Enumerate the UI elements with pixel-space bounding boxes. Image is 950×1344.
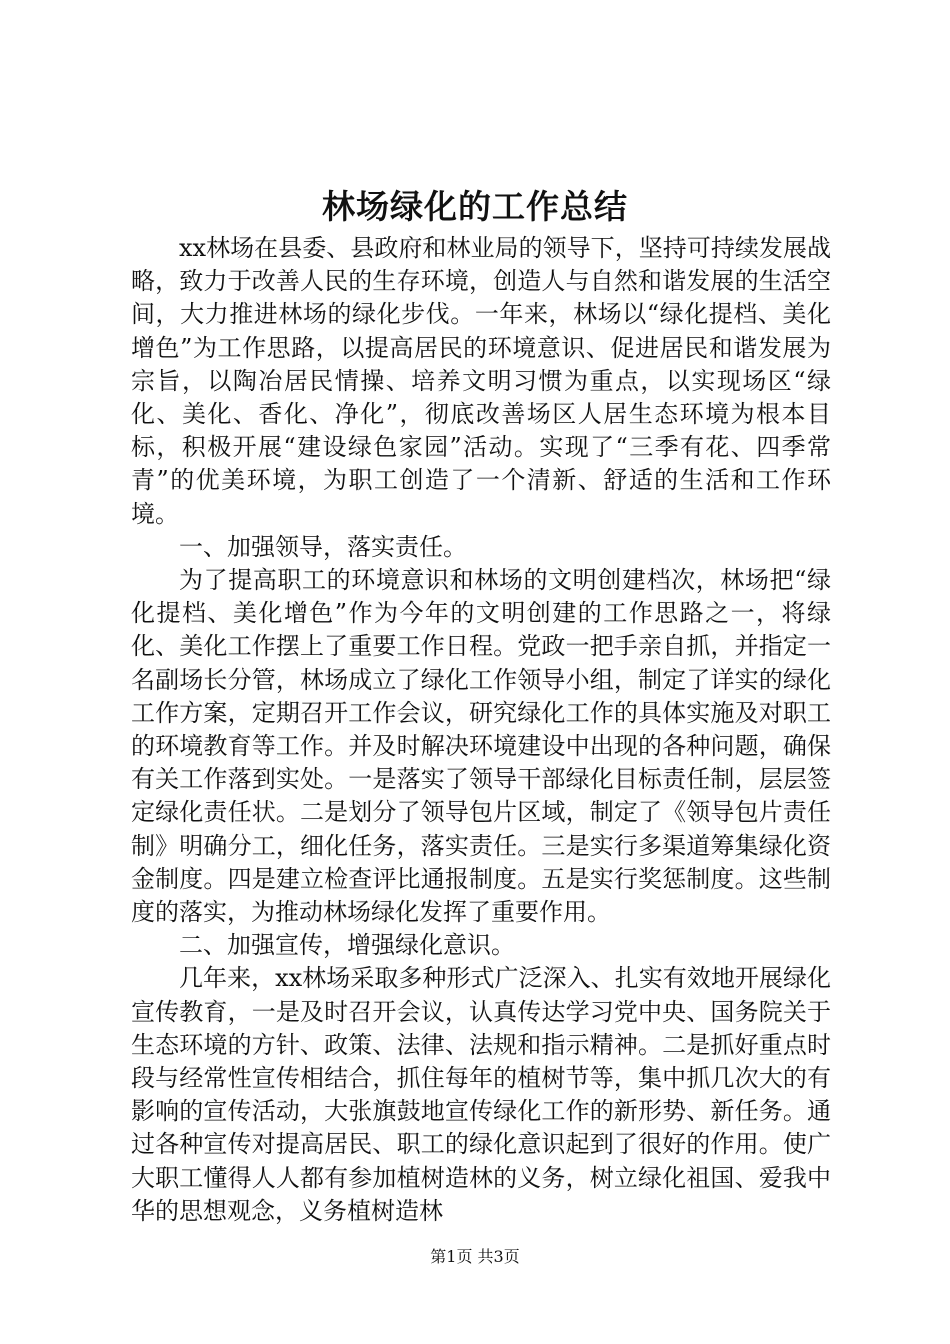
paragraph-section-1: 为了提高职工的环境意识和林场的文明创建档次，林场把“绿化提档、美化增色”作为今年的文明创建的工作思路之一，将绿化、美化工作摆上了重要工作日程。党政一把手亲自抓，并指定一名副场长分管，林场成立了绿化工作领导小组，制定了详实的绿化工作方案，定期召开工作会议，研究绿化工作的具体实施及对职工的环境教育等工作。并及时解决环境建设中出现的各种问题，确保有关工作落到实处。一是落实了领导干部绿化目标责任制，层层签定绿化责任状。二是划分了领导包片区域，制定了《领导包片责任制》明确分工，细化任务，落实责任。三是实行多渠道筹集绿化资金制度。四是建立检查评比通报制度。五是实行奖惩制度。这些制度的落实，为推动林场绿化发挥了重要作用。	[131, 566, 831, 927]
paragraph-intro: xx林场在县委、县政府和林业局的领导下，坚持可持续发展战略，致力于改善人民的生存环境，创造人与自然和谐发展的生活空间，大力推进林场的绿化步伐。一年来，林场以“绿化提档、美化增色”为工作思路，以提高居民的环境意识、促进居民和谐发展为宗旨，以陶冶居民情操、培养文明习惯为重点，以实现场区“绿化、美化、香化、净化”，彻底改善场区人居生态环境为根本目标，积极开展“建设绿色家园”活动。实现了“三季有花、四季常青”的优美环境，为职工创造了一个清新、舒适的生活和工作环境。	[131, 234, 831, 528]
page-footer: 第1页 共3页	[430, 1247, 520, 1266]
section-heading-1: 一、加强领导，落实责任。	[179, 532, 467, 561]
section-heading-2: 二、加强宣传，增强绿化意识。	[179, 931, 515, 960]
document-body	[131, 232, 831, 1228]
paragraph-section-2: 几年来，xx林场采取多种形式广泛深入、扎实有效地开展绿化宣传教育，一是及时召开会议，认真传达学习党中央、国务院关于生态环境的方针、政策、法律、法规和指示精神。二是抓好重点时段与经常性宣传相结合，抓住每年的植树节等，集中抓几次大的有影响的宣传活动，大张旗鼓地宣传绿化工作的新形势、新任务。通过各种宣传对提高居民、职工的绿化意识起到了很好的作用。使广大职工懂得人人都有参加植树造林的义务，树立绿化祖国、爱我中华的思想观念，义务植树造林	[131, 964, 831, 1225]
document-title: 林场绿化的工作总结	[322, 187, 628, 226]
